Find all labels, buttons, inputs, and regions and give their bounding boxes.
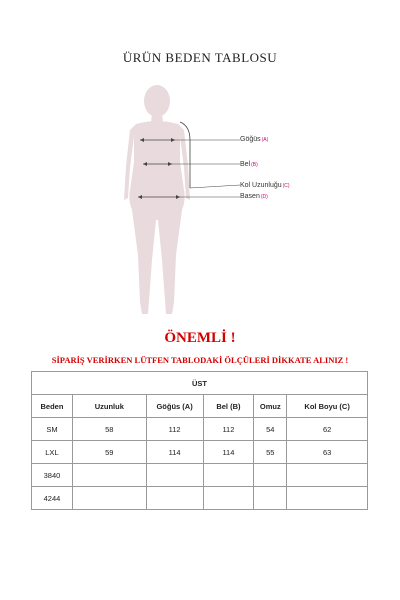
cell <box>254 487 287 510</box>
cell: 63 <box>287 441 368 464</box>
cell: 112 <box>203 418 254 441</box>
cell: 59 <box>72 441 146 464</box>
cell <box>146 464 203 487</box>
size-table <box>31 371 368 510</box>
page-title: ÜRÜN BEDEN TABLOSU <box>122 50 278 65</box>
header-gogus: Göğüs (A) <box>146 395 203 418</box>
table-row <box>32 487 368 510</box>
header-omuz: Omuz <box>254 395 287 418</box>
important-heading: ÖNEMLİ ! <box>164 330 236 346</box>
label-bel: Bel(B) <box>240 161 258 168</box>
cell: 112 <box>146 418 203 441</box>
cell <box>203 487 254 510</box>
cell <box>287 464 368 487</box>
label-basen: Basen(D) <box>240 193 268 200</box>
header-beden: Beden <box>32 395 73 418</box>
cell: 3840 <box>32 464 73 487</box>
cell <box>146 487 203 510</box>
cell <box>203 464 254 487</box>
cell: 55 <box>254 441 287 464</box>
label-kol-uzunlugu: Kol Uzunluğu(C) <box>240 182 290 189</box>
cell: 4244 <box>32 487 73 510</box>
cell: 114 <box>146 441 203 464</box>
table-header-row <box>32 395 368 418</box>
label-gogus: Göğüs(A) <box>240 136 269 143</box>
table-row <box>32 441 368 464</box>
cell <box>254 464 287 487</box>
cell <box>72 487 146 510</box>
header-uzunluk: Uzunluk <box>72 395 146 418</box>
table-caption: ÜST <box>32 372 368 395</box>
body-silhouette-diagram <box>100 70 300 340</box>
table-row <box>32 464 368 487</box>
cell: SM <box>32 418 73 441</box>
header-kol-boyu: Kol Boyu (C) <box>287 395 368 418</box>
cell <box>287 487 368 510</box>
cell: 58 <box>72 418 146 441</box>
table-row <box>32 418 368 441</box>
cell <box>72 464 146 487</box>
cell: 54 <box>254 418 287 441</box>
cell: 62 <box>287 418 368 441</box>
cell: 114 <box>203 441 254 464</box>
order-warning: SİPARİŞ VERİRKEN LÜTFEN TABLODAKİ ÖLÇÜLERİ DİKKATE ALINIZ ! <box>51 355 349 365</box>
silhouette <box>124 85 190 314</box>
header-bel: Bel (B) <box>203 395 254 418</box>
cell: LXL <box>32 441 73 464</box>
